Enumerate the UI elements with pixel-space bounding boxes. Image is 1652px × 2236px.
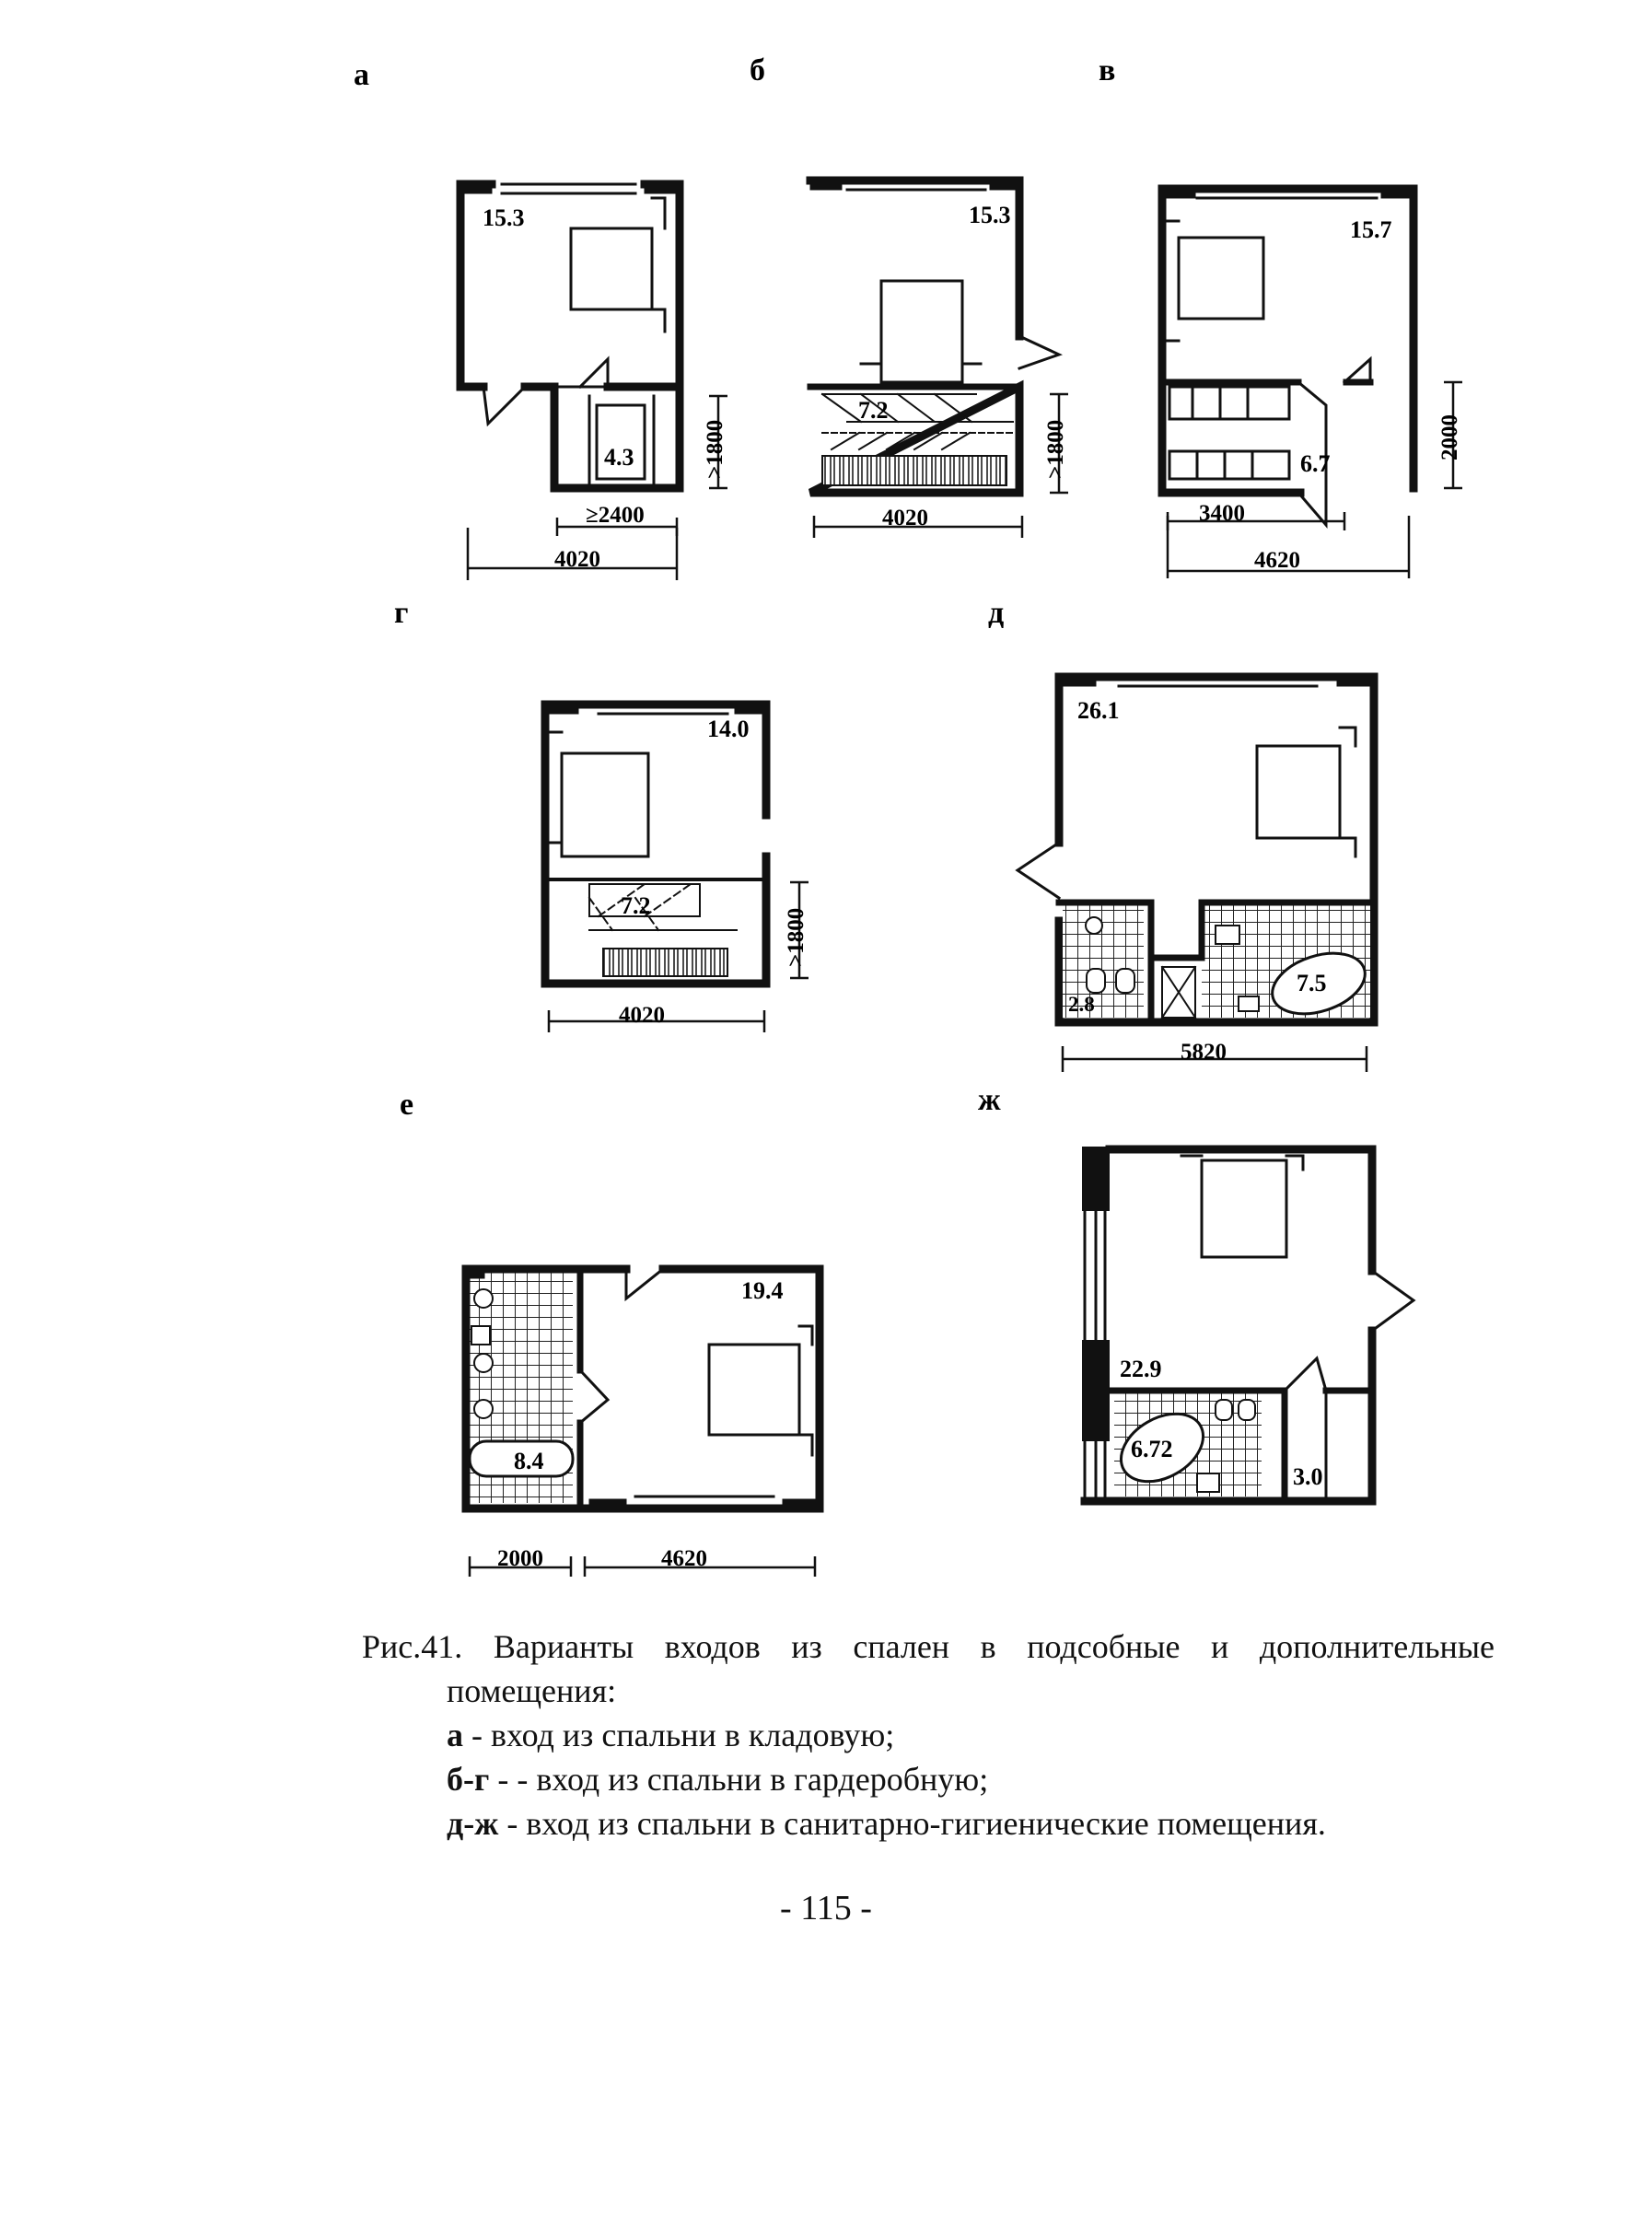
caption-item-text: - вход из спальни в кладовую;	[463, 1717, 895, 1753]
plan-zh-room-area: 22.9	[1120, 1356, 1162, 1382]
figure-label-a: а	[354, 58, 369, 92]
plan-g-dim-height: >1800	[784, 907, 809, 967]
plan-b-dim-total: 4020	[882, 506, 928, 530]
plan-b-room-area: 15.3	[969, 202, 1011, 228]
figure-caption	[362, 1625, 1495, 1846]
plan-v-dim-total: 4620	[1254, 548, 1300, 573]
caption-item-d-zh	[362, 1801, 1495, 1846]
plan-e-dim-room: 4620	[661, 1546, 707, 1571]
plan-v-ward-area: 6.7	[1300, 450, 1331, 477]
caption-item-a	[362, 1713, 1495, 1757]
plan-g-ward-area: 7.2	[621, 892, 651, 919]
plan-a-dim-height: >1800	[703, 419, 727, 479]
plan-v-dim-inner: 3400	[1199, 501, 1245, 526]
plan-e-bath-area: 8.4	[514, 1448, 544, 1474]
caption-item-b-g	[362, 1757, 1495, 1801]
figure-label-v: в	[1099, 53, 1116, 87]
caption-item-text: - - вход из спальни в гардеробную;	[489, 1761, 989, 1798]
figure-label-g: г	[394, 596, 409, 630]
plan-a-dim-total: 4020	[554, 547, 600, 572]
figure-label-e: е	[400, 1088, 414, 1122]
plan-g	[545, 701, 768, 984]
plan-zh-wc-area: 3.0	[1293, 1463, 1323, 1490]
plan-b-ward-area: 7.2	[858, 397, 889, 424]
plan-d-dim-total: 5820	[1181, 1040, 1227, 1065]
plan-a-room-area: 15.3	[483, 204, 525, 231]
figure-label-b: б	[750, 53, 765, 87]
caption-item-key: д-ж	[447, 1805, 499, 1842]
page-number: - 115 -	[780, 1889, 872, 1927]
plan-g-room-area: 14.0	[707, 716, 750, 742]
caption-intro-cont: помещения:	[447, 1672, 617, 1709]
plan-g-dim-total: 4020	[619, 1003, 665, 1028]
caption-intro: Рис.41. Варианты входов из спален в подсобные и дополнительные	[362, 1628, 1495, 1665]
plan-b-dim-height: >1800	[1043, 419, 1068, 479]
caption-item-key: б-г	[447, 1761, 490, 1798]
plan-d-room-area: 26.1	[1077, 697, 1120, 724]
figure-label-d: д	[988, 596, 1005, 630]
caption-item-key: а	[447, 1717, 463, 1753]
plan-d-bath-area: 7.5	[1297, 970, 1327, 996]
plan-a-dim-store: ≥2400	[586, 503, 645, 528]
plan-zh-bath-area: 6.72	[1131, 1436, 1173, 1462]
plan-a-store-area: 4.3	[604, 444, 634, 471]
plan-e-dim-bath: 2000	[497, 1546, 543, 1571]
plan-v-dim-height: 2000	[1437, 414, 1462, 460]
plan-b	[810, 177, 1059, 493]
figure-label-zh: ж	[978, 1083, 1001, 1117]
plan-v-room-area: 15.7	[1350, 216, 1392, 243]
caption-item-text: - вход из спальни в санитарно-гигиенические помещения.	[498, 1805, 1326, 1842]
plan-d-wc-area: 2.8	[1068, 993, 1095, 1016]
plan-e-room-area: 19.4	[741, 1277, 784, 1304]
